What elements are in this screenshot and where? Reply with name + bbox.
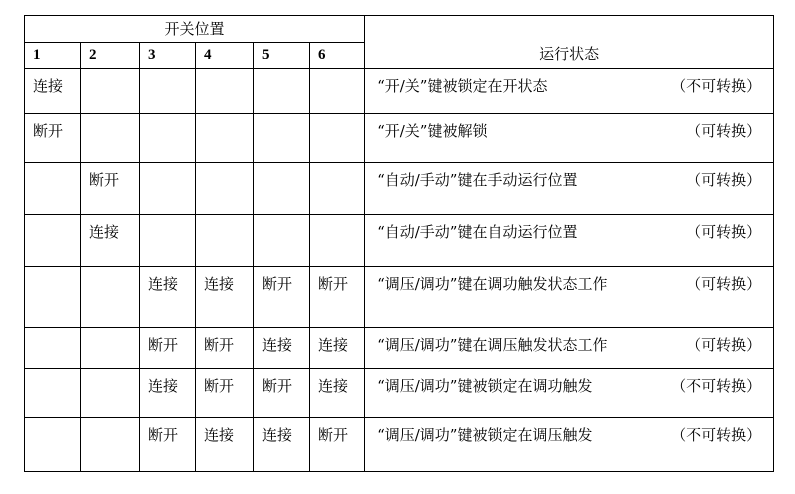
switch-cell-1: 连接: [25, 69, 81, 114]
table-row: [25, 418, 774, 472]
state-description: “调压/调功”键在调功触发状态工作: [377, 275, 608, 293]
switch-cell-3: 连接: [140, 267, 196, 328]
running-state-content: [377, 120, 761, 141]
convertibility-note: （不可转换）: [671, 377, 762, 395]
header-row-1: [25, 16, 774, 43]
switch-cell-4: 断开: [196, 328, 254, 369]
switch-cell-4: 断开: [196, 369, 254, 418]
running-state-content: [377, 169, 761, 190]
switch-cell-4: 连接: [196, 418, 254, 472]
switch-state-table: [24, 15, 774, 472]
table-row: [25, 328, 774, 369]
switch-cell-6: 连接: [310, 369, 365, 418]
state-description: “开/关”键被锁定在开状态: [377, 77, 548, 95]
state-description: “调压/调功”键在调压触发状态工作: [377, 336, 608, 354]
switch-cell-3: 连接: [140, 369, 196, 418]
column-number-3: 3: [140, 43, 196, 69]
switch-cell-2: [81, 369, 140, 418]
switch-cell-5: 断开: [254, 267, 310, 328]
running-state-content: [377, 334, 761, 355]
switch-cell-1: [25, 418, 81, 472]
running-state-cell: [365, 163, 774, 215]
switch-cell-6: [310, 163, 365, 215]
table-row: [25, 163, 774, 215]
convertibility-note: （可转换）: [686, 275, 762, 293]
convertibility-note: （可转换）: [686, 171, 762, 189]
switch-cell-2: [81, 418, 140, 472]
table-row: [25, 267, 774, 328]
convertibility-note: （可转换）: [686, 122, 762, 140]
running-state-content: [377, 424, 761, 445]
table-row: [25, 215, 774, 267]
switch-cell-5: 断开: [254, 369, 310, 418]
switch-cell-5: [254, 69, 310, 114]
switch-cell-5: [254, 114, 310, 163]
running-state-cell: [365, 215, 774, 267]
convertibility-note: （可转换）: [686, 223, 762, 241]
switch-cell-2: 断开: [81, 163, 140, 215]
running-state-cell: [365, 267, 774, 328]
switch-cell-5: 连接: [254, 328, 310, 369]
table-row: [25, 369, 774, 418]
running-state-cell: [365, 69, 774, 114]
state-description: “自动/手动”键在自动运行位置: [377, 223, 578, 241]
column-number-2: 2: [81, 43, 140, 69]
switch-cell-3: [140, 114, 196, 163]
convertibility-note: （不可转换）: [671, 426, 762, 444]
running-state-header: 运行状态: [365, 16, 774, 69]
switch-cell-4: [196, 215, 254, 267]
switch-cell-3: [140, 163, 196, 215]
switch-cell-2: [81, 267, 140, 328]
running-state-content: [377, 221, 761, 242]
column-number-5: 5: [254, 43, 310, 69]
switch-cell-1: [25, 163, 81, 215]
switch-cell-4: [196, 114, 254, 163]
running-state-content: [377, 75, 761, 96]
switch-cell-5: [254, 215, 310, 267]
state-description: “自动/手动”键在手动运行位置: [377, 171, 578, 189]
switch-cell-6: 连接: [310, 328, 365, 369]
switch-position-header: 开关位置: [25, 16, 365, 43]
switch-cell-1: [25, 215, 81, 267]
switch-cell-4: 连接: [196, 267, 254, 328]
column-number-6: 6: [310, 43, 365, 69]
running-state-cell: [365, 328, 774, 369]
switch-cell-6: [310, 114, 365, 163]
table-row: [25, 69, 774, 114]
convertibility-note: （不可转换）: [671, 77, 762, 95]
switch-cell-1: [25, 369, 81, 418]
switch-cell-5: [254, 163, 310, 215]
column-number-1: 1: [25, 43, 81, 69]
table-row: [25, 114, 774, 163]
switch-cell-2: 连接: [81, 215, 140, 267]
switch-cell-1: [25, 267, 81, 328]
switch-cell-4: [196, 163, 254, 215]
switch-cell-6: [310, 69, 365, 114]
switch-cell-3: 断开: [140, 328, 196, 369]
state-description: “调压/调功”键被锁定在调功触发: [377, 377, 593, 395]
switch-cell-4: [196, 69, 254, 114]
switch-cell-2: [81, 328, 140, 369]
running-state-cell: [365, 369, 774, 418]
switch-cell-2: [81, 69, 140, 114]
switch-cell-6: 断开: [310, 267, 365, 328]
switch-cell-3: [140, 69, 196, 114]
switch-cell-6: [310, 215, 365, 267]
running-state-content: [377, 375, 761, 396]
switch-cell-1: 断开: [25, 114, 81, 163]
convertibility-note: （可转换）: [686, 336, 762, 354]
running-state-cell: [365, 418, 774, 472]
state-description: “开/关”键被解锁: [377, 122, 488, 140]
switch-cell-6: 断开: [310, 418, 365, 472]
running-state-content: [377, 273, 761, 294]
state-description: “调压/调功”键被锁定在调压触发: [377, 426, 593, 444]
switch-cell-2: [81, 114, 140, 163]
switch-cell-3: 断开: [140, 418, 196, 472]
switch-cell-5: 连接: [254, 418, 310, 472]
column-number-4: 4: [196, 43, 254, 69]
switch-cell-1: [25, 328, 81, 369]
running-state-cell: [365, 114, 774, 163]
switch-cell-3: [140, 215, 196, 267]
